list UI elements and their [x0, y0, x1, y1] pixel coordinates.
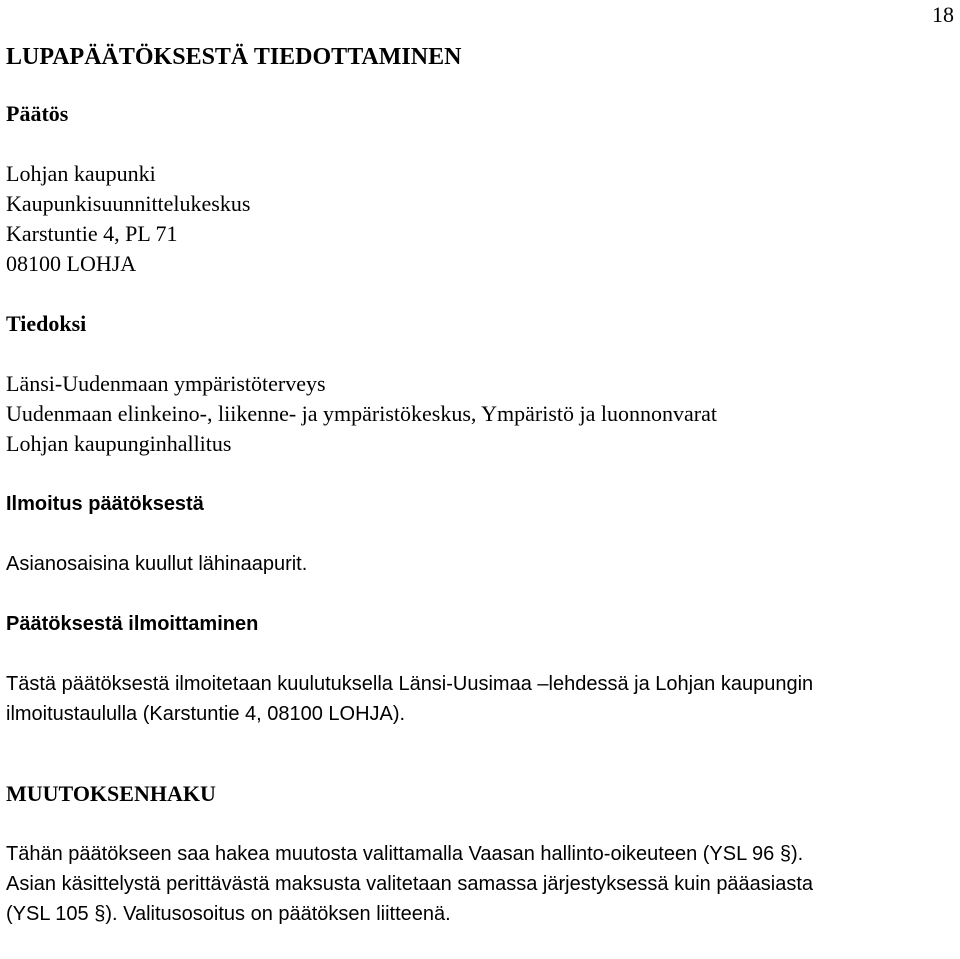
paragraph-line: Tästä päätöksestä ilmoitetaan kuulutuksella Länsi-Uusimaa –lehdessä ja Lohjan kaupungin	[6, 673, 814, 695]
paatos-address	[6, 159, 956, 279]
paragraph-line: (YSL 105 §). Valitusosoitus on päätöksen liitteenä.	[6, 903, 451, 925]
heading-ilmoittaminen: Päätöksestä ilmoittaminen	[6, 613, 259, 635]
paragraph-line: Asian käsittelystä perittävästä maksusta valitetaan samassa järjestyksessä kuin pääasiasta	[6, 873, 814, 895]
ilmoitus-text	[6, 549, 956, 579]
address-line: Karstuntie 4, PL 71	[6, 221, 178, 246]
document-title: LUPAPÄÄTÖKSESTÄ TIEDOTTAMINEN	[6, 44, 462, 70]
heading-paatos: Päätös	[6, 101, 69, 126]
ilmoittaminen-text	[6, 669, 956, 729]
heading-tiedoksi: Tiedoksi	[6, 311, 87, 336]
muutoksenhaku-text	[6, 839, 956, 929]
heading-muutoksenhaku: MUUTOKSENHAKU	[6, 781, 216, 806]
paragraph-line: ilmoitustaululla (Karstuntie 4, 08100 LOHJA).	[6, 703, 406, 725]
address-line: 08100 LOHJA	[6, 251, 137, 276]
recipient-line: Lohjan kaupunginhallitus	[6, 431, 232, 456]
heading-ilmoitus: Ilmoitus päätöksestä	[6, 493, 204, 515]
paragraph-line: Asianosaisina kuullut lähinaapurit.	[6, 553, 308, 575]
recipient-line: Länsi-Uudenmaan ympäristöterveys	[6, 371, 326, 396]
recipient-line: Uudenmaan elinkeino-, liikenne- ja ympäristökeskus, Ympäristö ja luonnonvarat	[6, 401, 717, 426]
page-number: 18	[932, 2, 954, 27]
address-line: Kaupunkisuunnittelukeskus	[6, 191, 251, 216]
tiedoksi-list	[6, 369, 956, 459]
document-body	[6, 40, 956, 959]
paragraph-line: Tähän päätökseen saa hakea muutosta valittamalla Vaasan hallinto-oikeuteen (YSL 96 §).	[6, 843, 804, 865]
address-line: Lohjan kaupunki	[6, 161, 156, 186]
